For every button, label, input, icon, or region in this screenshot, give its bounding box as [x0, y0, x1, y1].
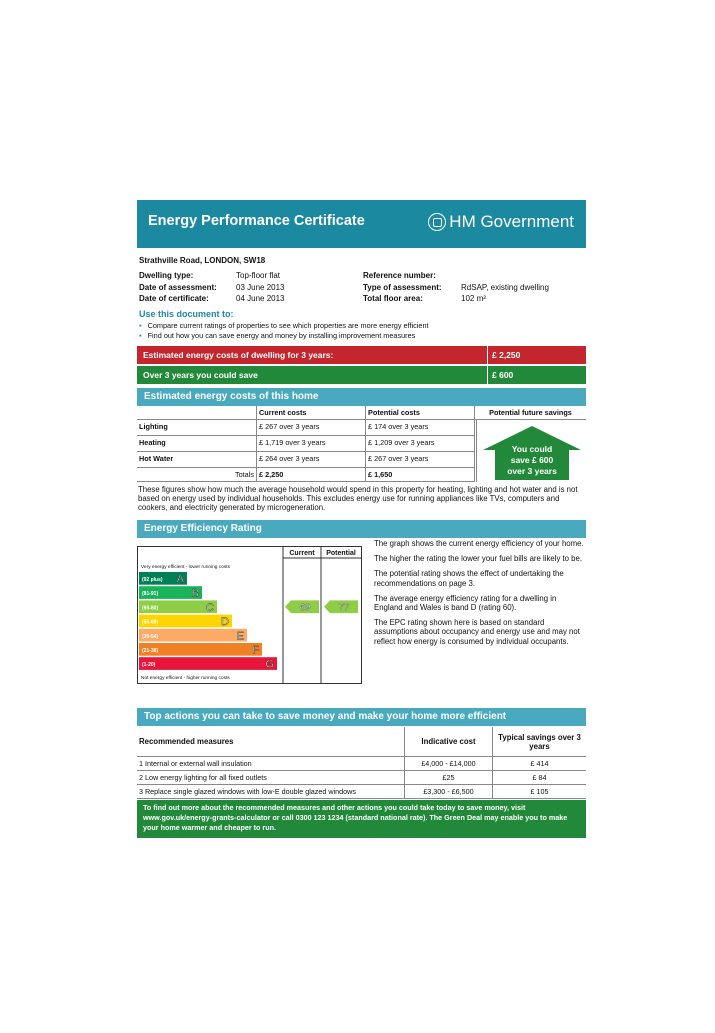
table-header: Indicative cost [405, 727, 493, 756]
table-row [137, 420, 475, 436]
measure-saving: £ 414 [530, 759, 549, 768]
totals-row [137, 468, 475, 482]
rating-paragraph: The higher the rating the lower your fuel bills are likely to be. [374, 554, 583, 564]
future-savings-cell [476, 420, 586, 482]
detail-label: Total floor area: [363, 294, 423, 303]
measure-saving: £ 105 [530, 787, 549, 796]
property-address: Strathville Road, LONDON, SW18 [139, 256, 266, 265]
energy-rating-chart [137, 546, 367, 686]
rating-paragraph: The graph shows the current energy efficiency of your home. [374, 539, 584, 548]
property-details [139, 270, 584, 305]
table-row [137, 452, 475, 468]
detail-value: 03 June 2013 [236, 282, 285, 292]
estimated-costs-bar [137, 346, 586, 364]
measure-name: 2 Low energy lighting for all fixed outlets [137, 771, 405, 784]
cost-category: Lighting [137, 420, 257, 436]
detail-value: 102 m² [461, 294, 486, 303]
potential-cost: £ 267 over 3 years [366, 452, 475, 468]
savings-line: save £ 600 [510, 455, 554, 465]
measure-cost: £4,000 - £14,000 [405, 757, 493, 770]
energy-costs-table [137, 406, 586, 482]
savings-bar [137, 366, 586, 384]
savings-callout [493, 444, 571, 477]
use-document-list [139, 321, 429, 341]
table-header: Potential future savings [475, 406, 586, 420]
band-range: (39-54) [142, 633, 159, 640]
table-header: Recommended measures [137, 727, 405, 756]
details-row [139, 282, 584, 294]
measure-name: 1 Internal or external wall insulation [137, 757, 405, 770]
green-deal-footer: To find out more about the recommended measures and other actions you could take today to save money, visit www.gov.uk/energy-grants-calculator or call 0300 123 1234 (standard national rate). The Green Deal may enable you to make your home warmer and cheaper to run. [137, 800, 586, 838]
savings-value: £ 600 [487, 366, 586, 384]
measure-name: 3 Replace single glazed windows with low-E double glazed windows [137, 785, 405, 798]
details-row [139, 270, 584, 282]
table-header: Typical savings over 3 years [498, 732, 581, 751]
table-header [137, 406, 257, 420]
costs-note: These figures show how much the average household would spend in this property for heating, lighting and hot water and is not based on energy used by individual households. This excludes energy use for running appliances like TVs, computers and cookers, and electricity generated by microgeneration. [138, 485, 578, 513]
certificate-header [137, 200, 586, 248]
potential-cost: £ 1,209 over 3 years [366, 436, 475, 452]
band-letter: D [221, 616, 229, 629]
detail-label: Reference number: [363, 271, 436, 280]
potential-rating-value: 77 [338, 602, 350, 614]
rating-band-g [139, 657, 277, 670]
bullet-icon: ▪ [139, 331, 142, 340]
hm-government-logo [428, 212, 574, 232]
actions-section-title: Top actions you can take to save money and make your home more efficient [137, 708, 586, 726]
savings-line: over 3 years [507, 466, 557, 476]
band-letter: B [191, 587, 199, 600]
detail-value: 04 June 2013 [236, 294, 285, 303]
band-range: (21-38) [142, 648, 159, 654]
cost-category: Hot Water [137, 452, 257, 468]
band-letter: A [176, 573, 184, 586]
details-row [139, 293, 584, 305]
detail-label: Date of certificate: [139, 294, 209, 303]
band-range: (69-80) [142, 605, 159, 612]
recommended-measures-table [137, 727, 586, 799]
totals-label: Totals [137, 468, 257, 482]
current-cost: £ 267 over 3 years [257, 420, 366, 436]
current-cost: £ 1,719 over 3 years [257, 436, 366, 452]
costs-section-title: Estimated energy costs of this home [137, 388, 586, 406]
band-range: (1-20) [142, 662, 156, 669]
table-header: Current costs [257, 406, 366, 420]
list-item [139, 321, 429, 331]
government-logo-text: HM Government [449, 212, 574, 231]
band-range: (81-91) [142, 591, 159, 598]
total-potential: £ 1,650 [366, 468, 475, 482]
table-header-row [137, 406, 586, 420]
band-range: (55-68) [142, 619, 159, 626]
measure-cost: £25 [405, 771, 493, 784]
detail-label: Type of assessment: [363, 282, 442, 292]
estimated-costs-value: £ 2,250 [487, 346, 586, 364]
rating-paragraph: The EPC rating shown here is based on standard assumptions about occupancy and energy use and may not reflect how energy is consumed by individual occupants. [374, 618, 580, 646]
list-item-text: Find out how you can save energy and money by installing improvement measures [147, 331, 416, 340]
use-document-title: Use this document to: [139, 309, 234, 319]
detail-value: RdSAP, existing dwelling [461, 282, 549, 292]
savings-label: Over 3 years you could save [143, 370, 258, 380]
list-item [139, 331, 429, 341]
cost-category: Heating [137, 436, 257, 452]
rating-section-title: Energy Efficiency Rating [137, 520, 586, 538]
list-item-text: Compare current ratings of properties to see which properties are more energy efficient [147, 321, 429, 330]
rating-paragraph: The average energy efficiency rating for a dwelling in England and Wales is band D (rating 60). [374, 593, 557, 613]
table-header-row [137, 727, 586, 757]
band-letter: G [265, 658, 274, 671]
current-rating-value: 69 [299, 602, 311, 614]
royal-crest-icon [428, 213, 446, 231]
current-column-label: Current [289, 550, 315, 557]
table-row [137, 785, 586, 799]
rating-paragraph: The potential rating shows the effect of undertaking the recommendations on page 3. [374, 569, 564, 588]
inefficient-label: Not energy efficient - higher running costs [141, 676, 230, 681]
table-row [137, 771, 586, 785]
savings-line: You could [511, 444, 553, 454]
detail-label: Dwelling type: [139, 271, 194, 280]
current-cost: £ 264 over 3 years [257, 452, 366, 468]
measure-saving: £ 84 [532, 773, 547, 782]
table-header: Potential costs [366, 406, 475, 420]
band-letter: F [252, 644, 259, 657]
table-row [137, 757, 586, 771]
rating-explanation [374, 539, 586, 652]
estimated-costs-label: Estimated energy costs of dwelling for 3 years: [143, 350, 334, 360]
detail-value [461, 270, 584, 282]
band-letter: C [206, 601, 214, 614]
potential-cost: £ 174 over 3 years [366, 420, 475, 436]
total-current: £ 2,250 [257, 468, 366, 482]
table-row [137, 436, 475, 452]
measure-cost: £3,300 - £6,500 [405, 785, 493, 798]
detail-label: Date of assessment: [139, 282, 217, 292]
bullet-icon: ▪ [139, 321, 142, 330]
detail-value: Top-floor flat [236, 271, 281, 280]
rating-chart-svg [137, 546, 367, 686]
band-range: (92 plus) [142, 577, 163, 583]
potential-column-label: Potential [326, 550, 356, 557]
band-letter: E [236, 630, 244, 643]
certificate-title: Energy Performance Certificate [148, 213, 365, 229]
efficient-label: Very energy efficient - lower running costs [141, 565, 230, 570]
epc-document [137, 200, 586, 832]
